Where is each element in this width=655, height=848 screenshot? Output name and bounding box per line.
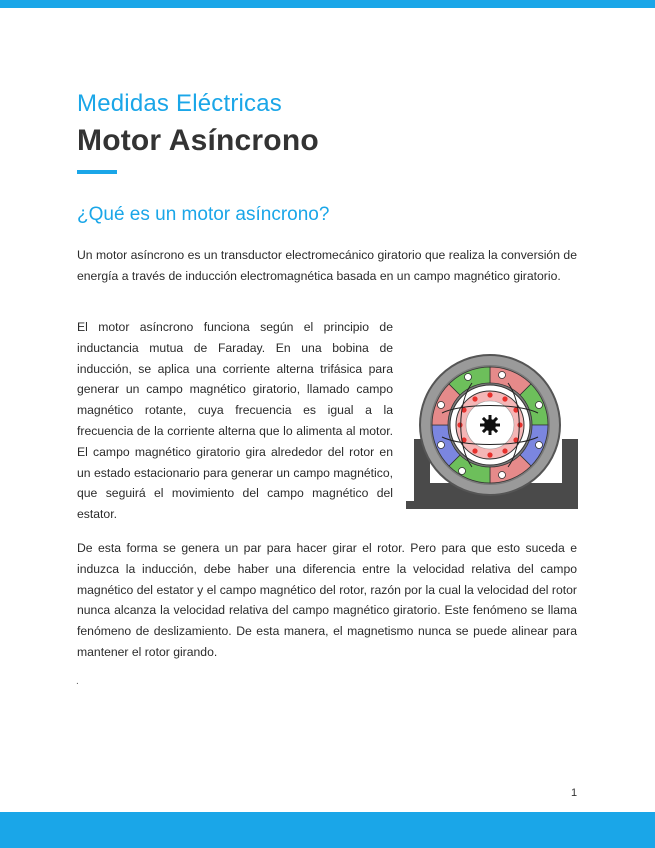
motor-base-foot <box>406 501 576 509</box>
paragraph-principle: El motor asíncrono funciona según el principio de inductancia mutua de Faraday. En una bobina de inducción, se aplica una corriente alterna trifásica para generar un campo magnético giratorio, llamado campo magnético rotante, cuya frecuencia es igual a la frecuencia de la corriente alterna que lo alimenta al motor. El campo magnético giratorio gira alrededor del rotor en un estado estacionario para generar un campo magnético, que seguirá el movimiento del campo magnético del estator. <box>77 320 393 522</box>
page-number: 1 <box>571 787 578 799</box>
paragraph-intro: Un motor asíncrono es un transductor electromecánico giratorio que realiza la conversión de energía a través de inducción electromagnética basada en un campo magnético giratorio. <box>77 248 577 283</box>
document-subtitle: Medidas Eléctricas <box>77 90 283 117</box>
bottom-accent-bar <box>0 812 655 848</box>
trailing-mark: . <box>76 676 79 687</box>
section-heading: ¿Qué es un motor asíncrono? <box>77 204 330 225</box>
shaft-gear-icon <box>480 415 500 435</box>
top-accent-bar <box>0 0 655 8</box>
title-underline <box>77 170 117 174</box>
document-title: Motor Asíncrono <box>77 124 319 157</box>
induction-motor-diagram <box>402 353 578 509</box>
paragraph-slip: De esta forma se genera un par para hacer girar el rotor. Pero para que esto suceda e induzca la inducción, debe haber una diferencia entre la velocidad relativa del campo magnético del estator y el campo magnético del rotor, razón por la cual la velocidad del rotor nunca alcanza la velocidad relativa del campo magnético giratorio. Este fenómeno se llama fenómeno de deslizamiento. De esta manera, el magnetismo nunca se puede alinear para mantener el rotor girando. <box>77 541 577 659</box>
